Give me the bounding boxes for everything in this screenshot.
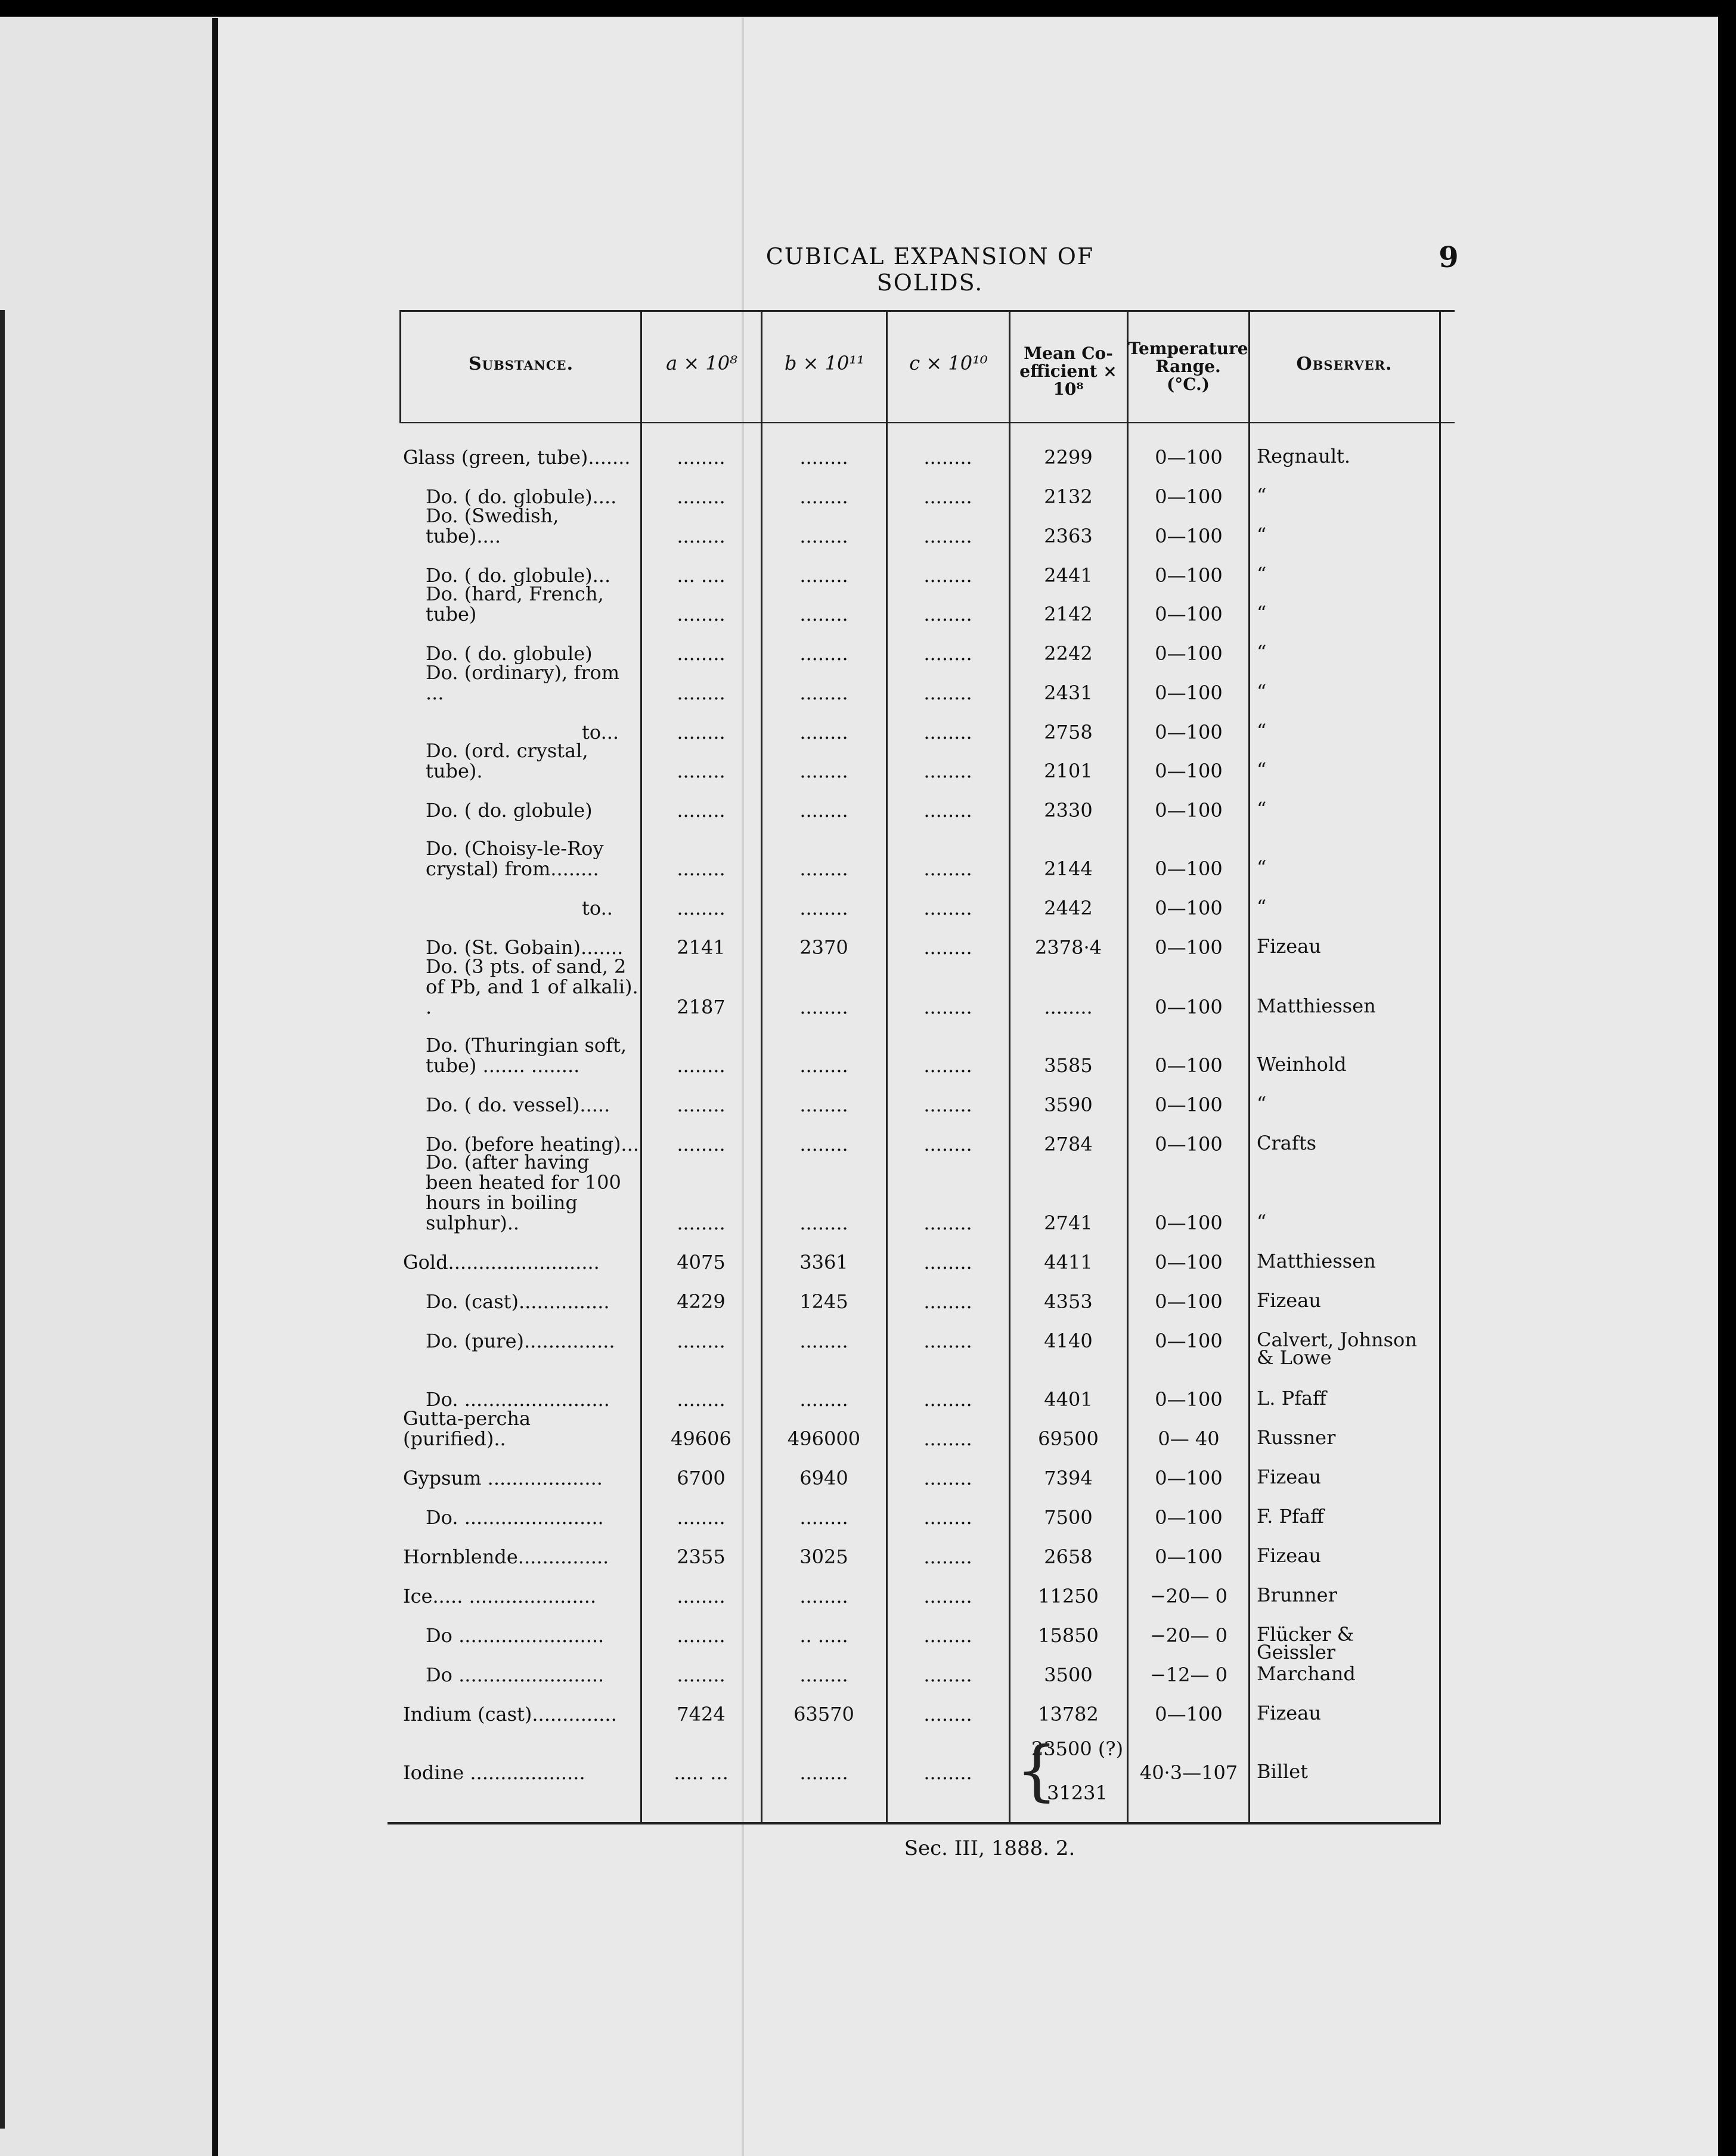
substance-cell: Do. ( do. vessel)..... — [426, 1094, 610, 1116]
mean-value-cell: 2242 — [1044, 642, 1093, 665]
temperature-range-cell: 0—100 — [1155, 682, 1223, 704]
header-a: a × 10⁸ — [666, 352, 737, 374]
c-value-cell: ........ — [923, 1290, 972, 1313]
observer-cell: Billet — [1257, 1760, 1309, 1783]
observer-cell: Brunner — [1257, 1584, 1337, 1606]
mean-value-cell: 4140 — [1044, 1330, 1093, 1352]
c-value-cell: ........ — [923, 1761, 972, 1784]
col-rule-2 — [761, 310, 762, 1822]
b-value-cell: 1245 — [799, 1290, 848, 1313]
a-value-cell: ........ — [677, 1054, 726, 1077]
table-right-rule — [1439, 310, 1441, 1824]
mean-value-cell: 2431 — [1044, 682, 1093, 704]
mean-value-cell: 69500 — [1038, 1427, 1099, 1450]
substance-cell: Do. (cast)............... — [426, 1290, 610, 1313]
b-value-cell: 3361 — [799, 1251, 848, 1274]
c-value-cell: ........ — [923, 1212, 972, 1234]
observer-cell: “ — [1257, 641, 1267, 664]
substance-cell: Glass (green, tube)....... — [403, 446, 631, 469]
c-value-cell: ........ — [923, 996, 972, 1018]
c-value-cell: ........ — [923, 936, 972, 959]
brace-symbol: { — [1016, 1732, 1058, 1808]
a-value-cell: ........ — [677, 485, 726, 508]
b-value-cell: .. ..... — [799, 1624, 848, 1647]
c-value-cell: ........ — [923, 1624, 972, 1647]
a-value-cell: ........ — [677, 1133, 726, 1156]
observer-cell: Weinhold — [1257, 1053, 1347, 1076]
c-value-cell: ........ — [923, 1094, 972, 1116]
substance-cell: Do. ( do. globule)... — [426, 564, 611, 587]
a-value-cell: ........ — [677, 446, 726, 469]
scan-edge-mark — [0, 310, 5, 2129]
a-value-cell: 6700 — [677, 1467, 726, 1489]
substance-cell: Gold......................... — [403, 1251, 600, 1274]
mean-value-cell: 2363 — [1044, 525, 1093, 547]
a-value-cell: ........ — [677, 1330, 726, 1352]
temperature-range-cell: 0—100 — [1155, 1506, 1223, 1529]
mean-value-cell: 3590 — [1044, 1094, 1093, 1116]
mean-value-cell: 23500 (?) — [1031, 1737, 1124, 1760]
observer-cell: “ — [1257, 1210, 1267, 1233]
observer-cell: Crafts — [1257, 1132, 1316, 1154]
b-value-cell: 496000 — [787, 1427, 861, 1450]
a-value-cell: 2355 — [677, 1545, 726, 1568]
substance-cell: Iodine ................... — [403, 1761, 585, 1784]
temperature-range-cell: 0—100 — [1155, 1094, 1223, 1116]
mean-value-cell: 2132 — [1044, 485, 1093, 508]
b-value-cell: ........ — [799, 1506, 848, 1529]
temperature-range-cell: −20— 0 — [1149, 1624, 1228, 1647]
c-value-cell: ........ — [923, 1506, 972, 1529]
a-value-cell: ........ — [677, 1506, 726, 1529]
substance-cell: to... — [582, 721, 619, 744]
b-value-cell: ........ — [799, 603, 848, 625]
c-value-cell: ........ — [923, 1133, 972, 1156]
substance-cell: Do. (ordinary), from ... — [426, 661, 620, 704]
temperature-range-cell: 40·3—107 — [1139, 1761, 1238, 1784]
header-substance: Substance. — [468, 354, 574, 374]
a-value-cell: ........ — [677, 857, 726, 880]
substance-cell: Indium (cast).............. — [403, 1703, 617, 1726]
b-value-cell: ........ — [799, 1212, 848, 1234]
observer-cell: “ — [1257, 680, 1267, 703]
temperature-range-cell: 0—100 — [1155, 603, 1223, 625]
c-value-cell: ........ — [923, 1467, 972, 1489]
table-left-rule — [399, 310, 401, 423]
substance-cell: Do. ....................... — [426, 1506, 604, 1529]
mean-value-cell: 2441 — [1044, 564, 1093, 587]
mean-value-cell: 7394 — [1044, 1467, 1093, 1489]
header-mean-coefficient — [1010, 345, 1127, 398]
b-value-cell: ........ — [799, 564, 848, 587]
a-value-cell: ........ — [677, 525, 726, 547]
a-value-cell: ........ — [677, 760, 726, 782]
col-rule-5 — [1127, 310, 1129, 1822]
temperature-range-cell: 0—100 — [1155, 897, 1223, 919]
a-value-cell: ........ — [677, 1094, 726, 1116]
substance-cell: Do ........................ — [426, 1624, 604, 1647]
mean-value-cell: 2758 — [1044, 721, 1093, 744]
temperature-range-cell: 0— 40 — [1158, 1427, 1220, 1450]
scan-border-top — [0, 0, 1736, 17]
a-value-cell: ........ — [677, 682, 726, 704]
a-value-cell: ........ — [677, 799, 726, 822]
c-value-cell: ........ — [923, 446, 972, 469]
substance-cell: Gutta-percha (purified).. — [403, 1407, 531, 1450]
observer-cell: “ — [1257, 758, 1267, 781]
b-value-cell: ........ — [799, 857, 848, 880]
mean-value-cell: 11250 — [1038, 1585, 1099, 1607]
temperature-range-cell: 0—100 — [1155, 799, 1223, 822]
temperature-range-cell: 0—100 — [1155, 1545, 1223, 1568]
temperature-range-cell: 0—100 — [1155, 642, 1223, 665]
observer-cell: Regnault. — [1257, 445, 1351, 467]
c-value-cell: ........ — [923, 760, 972, 782]
mean-value-cell: 2741 — [1044, 1212, 1093, 1234]
observer-cell: Fizeau — [1257, 1702, 1321, 1724]
a-value-cell: 4075 — [677, 1251, 726, 1274]
header-mean-line1: Mean Co- — [1024, 343, 1113, 363]
temperature-range-cell: 0—100 — [1155, 1212, 1223, 1234]
b-value-cell: ........ — [799, 485, 848, 508]
substance-cell: Do. ........................ — [426, 1388, 610, 1411]
mean-value-cell: 3585 — [1044, 1054, 1093, 1077]
running-title: CUBICAL EXPANSION OF SOLIDS. — [765, 243, 1095, 296]
substance-cell: Gypsum ................... — [403, 1467, 603, 1489]
b-value-cell: ........ — [799, 525, 848, 547]
a-value-cell: 2141 — [677, 936, 726, 959]
observer-cell: Fizeau — [1257, 935, 1321, 958]
temperature-range-cell: 0—100 — [1155, 1133, 1223, 1156]
mean-value-cell: 2101 — [1044, 760, 1093, 782]
a-value-cell: 7424 — [677, 1703, 726, 1726]
c-value-cell: ........ — [923, 1054, 972, 1077]
temperature-range-cell: 0—100 — [1155, 996, 1223, 1018]
a-value-cell: ........ — [677, 1585, 726, 1607]
b-value-cell: ........ — [799, 897, 848, 919]
col-rule-1 — [640, 310, 642, 1822]
mean-value-cell: 4401 — [1044, 1388, 1093, 1411]
b-value-cell: ........ — [799, 446, 848, 469]
a-value-cell: ..... ... — [674, 1761, 728, 1784]
substance-cell: to.. — [582, 897, 613, 919]
a-value-cell: ........ — [677, 897, 726, 919]
paper-fold-line — [742, 18, 744, 2156]
substance-cell: Do. (Swedish, tube).... — [426, 504, 559, 547]
temperature-range-cell: 0—100 — [1155, 1054, 1223, 1077]
c-value-cell: ........ — [923, 642, 972, 665]
page-number: 9 — [1439, 241, 1459, 274]
b-value-cell: ........ — [799, 760, 848, 782]
mean-value-cell: 2144 — [1044, 857, 1093, 880]
substance-cell: Ice..... ..................... — [403, 1585, 597, 1607]
temperature-range-cell: 0—100 — [1155, 1290, 1223, 1313]
temperature-range-cell: 0—100 — [1155, 525, 1223, 547]
observer-cell: F. Pfaff — [1257, 1505, 1324, 1528]
observer-cell: “ — [1257, 896, 1267, 918]
temperature-range-cell: 0—100 — [1155, 1251, 1223, 1274]
mean-value-cell: 4353 — [1044, 1290, 1093, 1313]
a-value-cell: ........ — [677, 642, 726, 665]
b-value-cell: ........ — [799, 1094, 848, 1116]
b-value-cell: ........ — [799, 642, 848, 665]
temperature-range-cell: 0—100 — [1155, 446, 1223, 469]
c-value-cell: ........ — [923, 525, 972, 547]
substance-cell: Do. (Thuringian soft, tube) ....... ........ — [426, 1034, 627, 1077]
c-value-cell: ........ — [923, 1545, 972, 1568]
b-value-cell: 3025 — [799, 1545, 848, 1568]
a-value-cell: ........ — [677, 1388, 726, 1411]
temperature-range-cell: 0—100 — [1155, 936, 1223, 959]
mean-value-cell: 2142 — [1044, 603, 1093, 625]
observer-cell: L. Pfaff — [1257, 1387, 1326, 1410]
header-b: b × 10¹¹ — [784, 352, 864, 374]
c-value-cell: ........ — [923, 1703, 972, 1726]
b-value-cell: ........ — [799, 799, 848, 822]
b-value-cell: ........ — [799, 1054, 848, 1077]
observer-cell: Flücker & Geissler — [1257, 1623, 1354, 1664]
temperature-range-cell: −12— 0 — [1149, 1664, 1228, 1686]
temperature-range-cell: 0—100 — [1155, 1703, 1223, 1726]
mean-value-cell: 4411 — [1044, 1251, 1093, 1274]
substance-cell: Hornblende............... — [403, 1545, 609, 1568]
c-value-cell: ........ — [923, 1388, 972, 1411]
mean-value-cell: 2378·4 — [1035, 936, 1102, 959]
c-value-cell: ........ — [923, 1585, 972, 1607]
observer-cell: “ — [1257, 856, 1267, 879]
header-temp-line3: (°C.) — [1166, 374, 1210, 394]
b-value-cell: 63570 — [793, 1703, 854, 1726]
temperature-range-cell: 0—100 — [1155, 564, 1223, 587]
a-value-cell: ... .... — [677, 564, 726, 587]
b-value-cell: ........ — [799, 1664, 848, 1686]
observer-cell: Russner — [1257, 1426, 1336, 1449]
temperature-range-cell: −20— 0 — [1149, 1585, 1228, 1607]
substance-cell: Do ........................ — [426, 1664, 604, 1686]
observer-cell: “ — [1257, 484, 1267, 507]
c-value-cell: ........ — [923, 799, 972, 822]
c-value-cell: ........ — [923, 1330, 972, 1352]
temperature-range-cell: 0—100 — [1155, 1388, 1223, 1411]
c-value-cell: ........ — [923, 1427, 972, 1450]
gutter-line — [212, 18, 218, 2156]
temperature-range-cell: 0—100 — [1155, 857, 1223, 880]
a-value-cell: ........ — [677, 603, 726, 625]
footer-signature: Sec. III, 1888. 2. — [904, 1836, 1075, 1860]
temperature-range-cell: 0—100 — [1155, 721, 1223, 744]
a-value-cell: ........ — [677, 1624, 726, 1647]
b-value-cell: ........ — [799, 996, 848, 1018]
mean-value-cell: 15850 — [1038, 1624, 1099, 1647]
a-value-cell: 2187 — [677, 996, 726, 1018]
c-value-cell: ........ — [923, 1251, 972, 1274]
substance-cell: Do. (3 pts. of sand, 2 of Pb, and 1 of alkali). . — [426, 955, 638, 1018]
c-value-cell: ........ — [923, 485, 972, 508]
temperature-range-cell: 0—100 — [1155, 485, 1223, 508]
header-temp-line2: Range. — [1155, 357, 1221, 376]
header-temperature — [1128, 340, 1248, 394]
observer-cell: “ — [1257, 602, 1267, 624]
col-rule-6 — [1248, 310, 1250, 1822]
substance-cell: Do. ( do. globule) — [426, 642, 593, 665]
observer-cell: Fizeau — [1257, 1466, 1321, 1488]
mean-value-cell: 2658 — [1044, 1545, 1093, 1568]
c-value-cell: ........ — [923, 682, 972, 704]
mean-value-cell: 2442 — [1044, 897, 1093, 919]
scan-border-right — [1718, 0, 1736, 2156]
mean-value-cell: ........ — [1044, 996, 1093, 1018]
mean-value-cell: 2784 — [1044, 1133, 1093, 1156]
observer-cell: “ — [1257, 798, 1267, 820]
observer-cell: “ — [1257, 720, 1267, 742]
substance-cell: Do. (St. Gobain)....... — [426, 936, 624, 959]
b-value-cell: ........ — [799, 1761, 848, 1784]
a-value-cell: ........ — [677, 1212, 726, 1234]
b-value-cell: ........ — [799, 682, 848, 704]
substance-cell: Do. (Choisy-le-Roy crystal) from........ — [426, 837, 604, 880]
facing-page-margin — [0, 18, 212, 2156]
b-value-cell: ........ — [799, 1133, 848, 1156]
observer-cell: “ — [1257, 1092, 1267, 1115]
substance-cell: Do. (after having been heated for 100 hours in boiling sulphur).. — [426, 1151, 621, 1234]
observer-cell: “ — [1257, 563, 1267, 586]
header-mean-line2: efficient × 10⁸ — [1019, 361, 1117, 399]
c-value-cell: ........ — [923, 721, 972, 744]
c-value-cell: ........ — [923, 1664, 972, 1686]
c-value-cell: ........ — [923, 564, 972, 587]
table-bottom-rule — [388, 1822, 1439, 1824]
mean-value-cell: 2330 — [1044, 799, 1093, 822]
c-value-cell: ........ — [923, 603, 972, 625]
substance-cell: Do. (ord. crystal, tube). — [426, 739, 588, 782]
temperature-range-cell: 0—100 — [1155, 1330, 1223, 1352]
header-bottom-rule — [399, 422, 1455, 423]
observer-cell: Marchand — [1257, 1662, 1356, 1685]
mean-value-cell-2: 31231 — [1047, 1782, 1108, 1804]
mean-value-cell: 2299 — [1044, 446, 1093, 469]
mean-value-cell: 7500 — [1044, 1506, 1093, 1529]
observer-cell: Matthiessen — [1257, 1250, 1376, 1272]
table-top-rule — [399, 310, 1455, 312]
c-value-cell: ........ — [923, 897, 972, 919]
b-value-cell: ........ — [799, 721, 848, 744]
mean-value-cell: 13782 — [1038, 1703, 1099, 1726]
substance-cell: Do. (before heating)... — [426, 1133, 639, 1156]
substance-cell: Do. ( do. globule).... — [426, 485, 617, 508]
observer-cell: “ — [1257, 523, 1267, 546]
a-value-cell: 49606 — [671, 1427, 731, 1450]
b-value-cell: ........ — [799, 1388, 848, 1411]
col-rule-3 — [886, 310, 888, 1822]
observer-cell: Calvert, Johnson & Lowe — [1257, 1328, 1417, 1369]
temperature-range-cell: 0—100 — [1155, 1467, 1223, 1489]
header-observer: Observer. — [1296, 354, 1393, 374]
substance-cell: Do. (pure)............... — [426, 1330, 615, 1352]
temperature-range-cell: 0—100 — [1155, 760, 1223, 782]
mean-value-cell: 3500 — [1044, 1664, 1093, 1686]
observer-cell: Fizeau — [1257, 1289, 1321, 1312]
a-value-cell: ........ — [677, 1664, 726, 1686]
observer-cell: Matthiessen — [1257, 995, 1376, 1017]
header-c: c × 10¹⁰ — [909, 352, 988, 374]
b-value-cell: 6940 — [799, 1467, 848, 1489]
a-value-cell: ........ — [677, 721, 726, 744]
substance-cell: Do. (hard, French, tube) — [426, 583, 604, 625]
b-value-cell: 2370 — [799, 936, 848, 959]
a-value-cell: 4229 — [677, 1290, 726, 1313]
header-temp-line1: Temperature — [1128, 339, 1248, 358]
c-value-cell: ........ — [923, 857, 972, 880]
b-value-cell: ........ — [799, 1585, 848, 1607]
observer-cell: Fizeau — [1257, 1544, 1321, 1567]
substance-cell: Do. ( do. globule) — [426, 799, 593, 822]
b-value-cell: ........ — [799, 1330, 848, 1352]
